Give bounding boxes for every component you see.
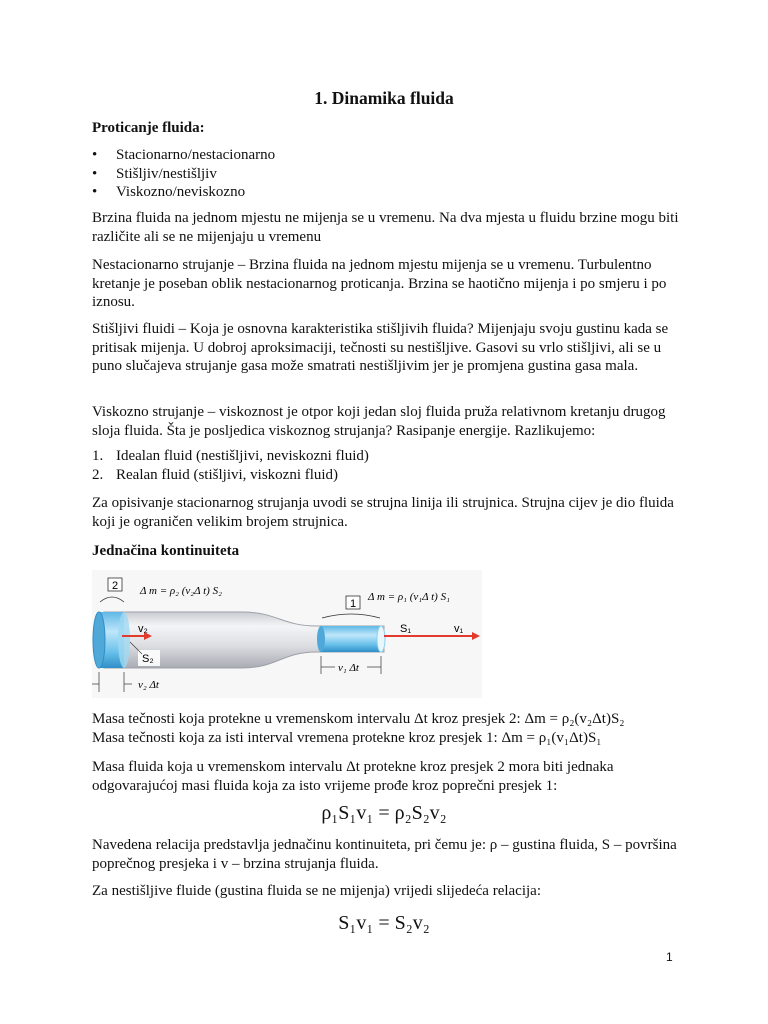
mass-line-1: Masa tečnosti koja za isti interval vremena protekne kroz presjek 1: Δm = ρ₁(v₁Δt)S₁	[92, 730, 602, 746]
mass-line-2: Masa tečnosti koja protekne u vremenskom intervalu Δt kroz presjek 2: Δm = ρ₂(v₂Δt)S₂	[92, 711, 625, 727]
paragraph-continuity-explanation: Navedena relacija predstavlja jednačinu kontinuiteta, pri čemu je: ρ – gustina fluida, S – površina poprečnog presjeka i v – brzina strujanja fluida.	[92, 837, 677, 872]
section-1-label: 1	[349, 598, 357, 610]
s2-label: S₂	[142, 653, 154, 665]
narrow-section-fluid	[320, 626, 380, 652]
paragraph-nonstationary: Nestacionarno strujanje – Brzina fluida na jednom mjestu mijenja se u vremenu. Turbulentno kretanje je poseban oblik nestacionarnog proticanja. Brzina se haotično mijenja i po smjeru i po iznosu.	[92, 257, 667, 310]
paragraph-viscous: Viskozno strujanje – viskoznost je otpor koji jedan sloj fluida pruža relativnom kretanju drugog sloja fluida. Šta je posljedica viskoznog strujanja? Rasipanje energije. Razlikujemo:	[92, 404, 666, 439]
narrow-section-face-right	[377, 626, 385, 652]
incompressible-formula: S₁v₁ = S₂v₂	[338, 912, 430, 934]
v1-label: v₁	[454, 623, 464, 635]
continuity-formula: ρ₁S₁v₁ = ρ₂S₂v₂	[321, 802, 447, 824]
list-item: • Stacionarno/nestacionarno	[92, 146, 275, 165]
paragraph-mass-equality: Masa fluida koja u vremenskom intervalu Δt protekne kroz presjek 2 mora biti jednaka odgovarajućoj masi fluida koja za isto vrijeme prođe kroz poprečni presjek 1:	[92, 759, 614, 794]
list-item: 2. Realan fluid (stišljivi, viskozni fluid)	[92, 466, 339, 483]
s1-label: S₁	[400, 623, 412, 635]
v2dt-label: v₂ Δt	[138, 679, 159, 691]
fluid-types-list	[92, 447, 369, 484]
paragraph-incompressible: Za nestišljive fluide (gustina fluida se ne mijenja) vrijedi slijedeća relacija:	[92, 883, 542, 899]
wide-section-face	[93, 612, 105, 668]
narrow-section-face-left	[317, 626, 325, 652]
v1dt-label: v₁ Δt	[338, 662, 359, 674]
heading-proticanje: Proticanje fluida:	[92, 120, 205, 136]
list-item: • Viskozno/neviskozno	[92, 183, 275, 202]
heading-continuity: Jednačina kontinuiteta	[92, 543, 240, 559]
section-2-label: 2	[111, 580, 119, 592]
flow-types-list	[92, 146, 275, 202]
v2-label: v₂	[138, 623, 148, 635]
list-item: 1. Idealan fluid (nestišljivi, neviskozni fluid)	[92, 448, 369, 464]
paragraph-compressible: Stišljivi fluidi – Koja je osnovna karakteristika stišljivih fluida? Mijenjaju svoju gustinu kada se pritisak mijenja. U dobroj aproksimaciji, tečnosti su nestišljive. Gasovi su vrlo stišljivi, ali se u puno slučajeva strujanje gasa može smatrati nestišljivim jer je promjena gustina gasa mala.	[92, 321, 669, 374]
paragraph-streamline: Za opisivanje stacionarnog strujanja uvodi se strujna linija ili strujnica. Strujna cijev je dio fluida koji je ograničen velikim brojem strujnica.	[92, 495, 674, 530]
page-number: 1	[666, 950, 673, 964]
page-title: 1. Dinamika fluida	[314, 88, 454, 108]
list-item: • Stišljiv/nestišljiv	[92, 165, 275, 184]
wide-section-inner-face	[118, 612, 130, 668]
paragraph-stationary: Brzina fluida na jednom mjestu ne mijenja se u vremenu. Na dva mjesta u fluidu brzine mogu biti različite ali se ne mijenjaju u vremenu	[92, 210, 679, 245]
dm1-formula: Δ m = ρ₁ (v₁Δ t) S₁	[368, 591, 450, 603]
continuity-tube-figure	[92, 570, 482, 698]
dm2-formula: Δ m = ρ₂ (v₂Δ t) S₂	[140, 585, 222, 597]
